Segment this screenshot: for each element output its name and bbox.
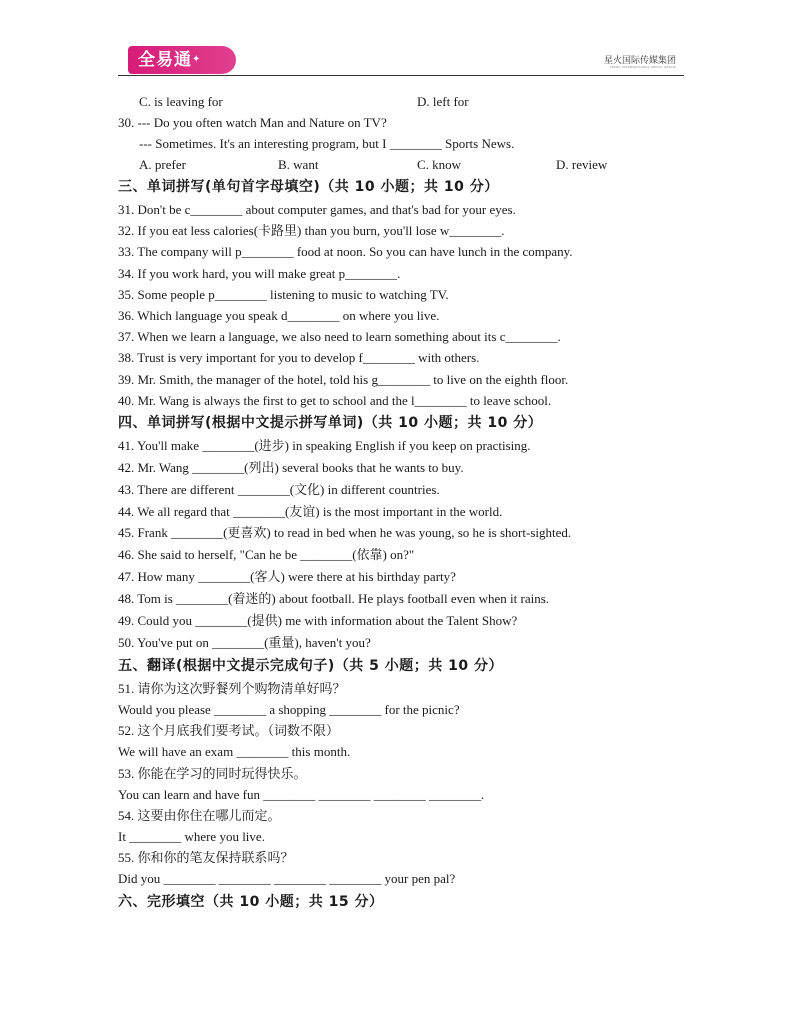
question-55-sentence: Did you ________ ________ ________ ________ your pen pal? xyxy=(118,871,456,887)
question-35: 35. Some people p________ listening to music to watching TV. xyxy=(118,286,449,302)
section-5-heading: 五、翻译(根据中文提示完成句子)（共 5 小题；共 10 分） xyxy=(118,657,504,674)
header-divider xyxy=(118,75,684,76)
question-43: 43. There are different ________(文化) in different countries. xyxy=(118,481,440,497)
question-33: 33. The company will p________ food at noon. So you can have lunch in the company. xyxy=(118,244,573,260)
exam-content xyxy=(118,91,708,914)
question-49: 49. Could you ________(提供) me with information about the Talent Show? xyxy=(118,613,518,628)
q29-options xyxy=(118,91,708,112)
q30-option-c: C. know xyxy=(417,157,462,172)
question-54-prompt: 54. 这要由你住在哪儿而定。 xyxy=(118,807,281,823)
question-38: 38. Trust is very important for you to develop f________ with others. xyxy=(118,350,480,366)
question-46: 46. She said to herself, "Can he be ________(依靠) on?" xyxy=(118,547,415,563)
q29-option-d: D. left for xyxy=(417,94,469,109)
q30-option-b: B. want xyxy=(278,157,319,172)
question-45: 45. Frank ________(更喜欢) to read in bed when he was young, so he is short-sighted. xyxy=(118,525,572,541)
publisher-name: 星火国际传媒集团 xyxy=(603,56,676,66)
question-44: 44. We all regard that ________(友谊) is the most important in the world. xyxy=(118,503,503,519)
q29-option-c: C. is leaving for xyxy=(139,94,223,109)
section-6-heading: 六、完形填空（共 10 小题；共 15 分） xyxy=(118,893,384,910)
brand-logo-text: 全易通 xyxy=(138,50,192,70)
q30-option-a: A. prefer xyxy=(139,157,186,172)
question-51-sentence: Would you please ________ a shopping ________ for the picnic? xyxy=(118,701,460,717)
question-39: 39. Mr. Smith, the manager of the hotel, told his g________ to live on the eighth floor. xyxy=(118,371,569,387)
question-41: 41. You'll make ________(进步) in speaking English if you keep on practising. xyxy=(118,437,531,453)
question-52-sentence: We will have an exam ________ this month. xyxy=(118,744,351,760)
q30-question: 30. --- Do you often watch Man and Nature on TV? xyxy=(118,115,387,130)
question-55-prompt: 55. 你和你的笔友保持联系吗？ xyxy=(118,850,294,866)
q30-options xyxy=(118,154,708,175)
question-48: 48. Tom is ________(着迷的) about football. He plays football even when it rains. xyxy=(118,591,550,607)
question-40: 40. Mr. Wang is always the first to get to school and the l________ to leave school. xyxy=(118,392,552,408)
sparkle-icon: ✦ xyxy=(192,54,202,65)
question-32: 32. If you eat less calories(卡路里) than you burn, you'll lose w________. xyxy=(118,223,505,239)
question-34: 34. If you work hard, you will make great p________. xyxy=(118,265,401,281)
question-51-prompt: 51. 请你为这次野餐列个购物清单好吗？ xyxy=(118,680,346,696)
q30-dialogue: --- Sometimes. It's an interesting program, but I ________ Sports News. xyxy=(139,136,515,151)
brand-logo xyxy=(128,46,236,74)
question-52-prompt: 52. 这个月底我们要考试。（词数不限） xyxy=(118,723,340,739)
question-54-sentence: It ________ where you live. xyxy=(118,829,265,845)
q30-option-d: D. review xyxy=(556,157,608,172)
question-53-prompt: 53. 你能在学习的同时玩得快乐。 xyxy=(118,765,307,781)
publisher-subtitle: SPARK INTERNATIONAL MEDIA GROUP xyxy=(609,65,676,69)
page-header xyxy=(118,44,684,76)
question-37: 37. When we learn a language, we also need to learn something about its c________. xyxy=(118,329,561,345)
question-50: 50. You've put on ________(重量), haven't you? xyxy=(118,634,371,650)
section-4-heading: 四、单词拼写(根据中文提示拼写单词)（共 10 小题；共 10 分） xyxy=(118,414,543,431)
question-47: 47. How many ________(客人) were there at his birthday party? xyxy=(118,569,456,585)
question-42: 42. Mr. Wang ________(列出) several books that he wants to buy. xyxy=(118,459,464,475)
question-53-sentence: You can learn and have fun ________ ________ ________ ________. xyxy=(118,786,485,802)
question-31: 31. Don't be c________ about computer games, and that's bad for your eyes. xyxy=(118,202,516,217)
section-3-heading: 三、单词拼写(单句首字母填空)（共 10 小题；共 10 分） xyxy=(118,179,499,195)
question-36: 36. Which language you speak d________ on where you live. xyxy=(118,307,440,323)
